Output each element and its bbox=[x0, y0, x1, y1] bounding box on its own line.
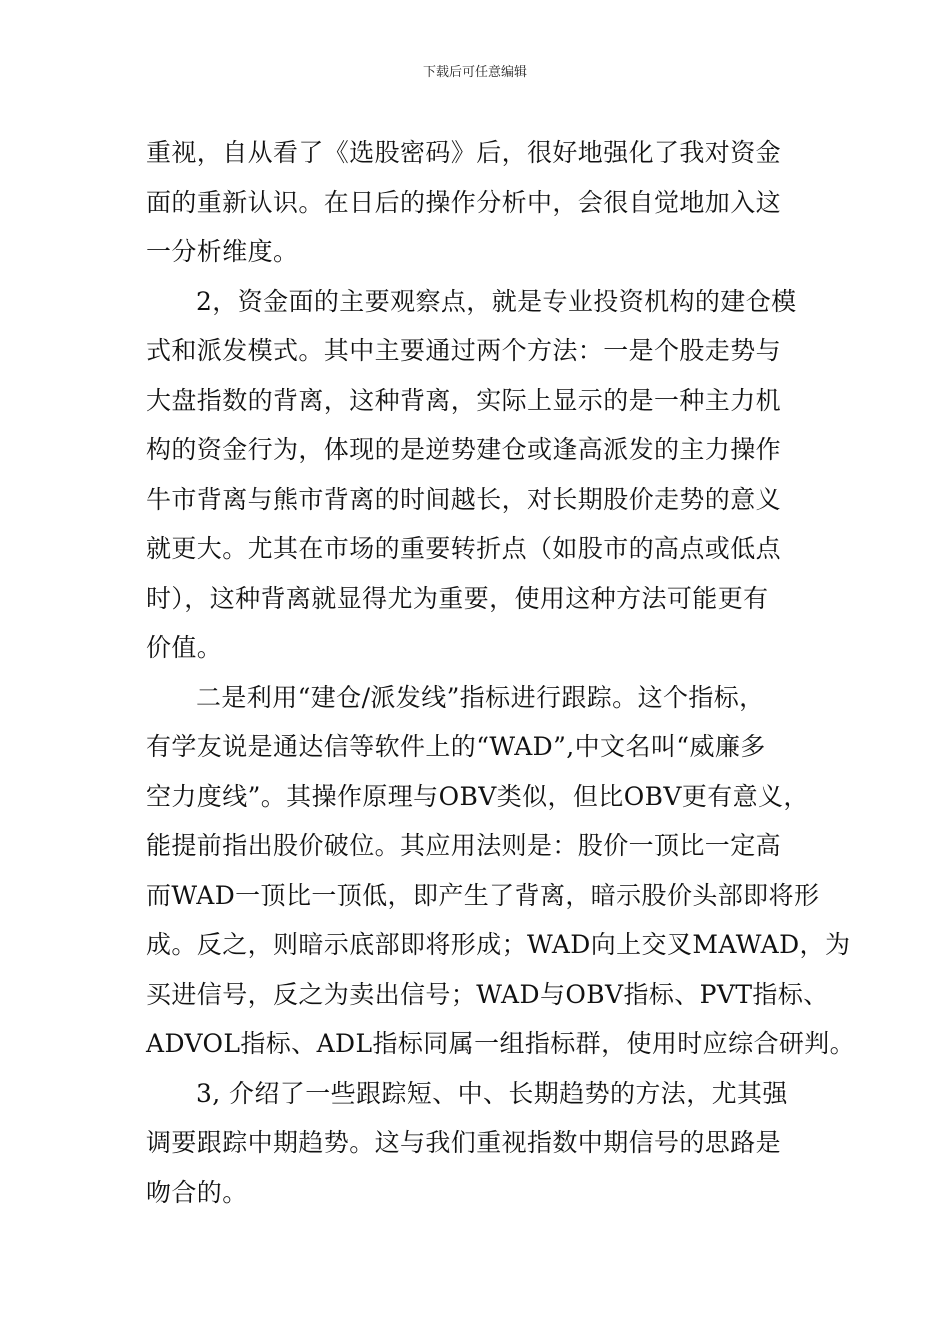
body-line: 吻合的。 bbox=[146, 1177, 248, 1207]
body-line: 价值。 bbox=[146, 633, 223, 662]
body-line: 式和派发模式。其中主要通过两个方法：一是个股走势与 bbox=[146, 336, 782, 365]
body-line: ADVOL指标、ADL指标同属一组指标群，使用时应综合研判。 bbox=[146, 1029, 856, 1058]
body-line: 空力度线”。其操作原理与OBV类似，但比OBV更有意义， bbox=[146, 781, 809, 811]
body-line: 构的资金行为，体现的是逆势建仓或逢高派发的主力操作 bbox=[146, 435, 782, 464]
body-line: 重视，自从看了《选股密码》后，很好地强化了我对资金 bbox=[146, 138, 782, 167]
body-line: 有学友说是通达信等软件上的“WAD”,中文名叫“威廉多 bbox=[146, 732, 766, 761]
document-body bbox=[146, 128, 856, 1217]
body-line: 面的重新认识。在日后的操作分析中，会很自觉地加入这 bbox=[146, 187, 782, 217]
body-line: 调要跟踪中期趋势。这与我们重视指数中期信号的思路是 bbox=[146, 1128, 782, 1157]
body-line: 3, 介绍了一些跟踪短、中、长期趋势的方法，尤其强 bbox=[196, 1078, 788, 1108]
body-line: 而WAD一顶比一顶低，即产生了背离，暗示股价头部即将形 bbox=[146, 880, 820, 910]
body-line: 2，资金面的主要观察点，就是专业投资机构的建仓模 bbox=[196, 286, 797, 316]
body-line: 时），这种背离就显得尤为重要，使用这种方法可能更有 bbox=[146, 583, 769, 613]
page-header-note: 下载后可任意编辑 bbox=[422, 65, 527, 80]
body-line: 大盘指数的背离，这种背离，实际上显示的是一种主力机 bbox=[146, 385, 782, 415]
body-line: 成。反之，则暗示底部即将形成；WAD向上交叉MAWAD，为 bbox=[146, 930, 851, 959]
body-line: 就更大。尤其在市场的重要转折点（如股市的高点或低点 bbox=[146, 534, 782, 563]
body-line: 买进信号，反之为卖出信号；WAD与OBV指标、PVT指标、 bbox=[146, 979, 829, 1009]
body-line: 能提前指出股价破位。其应用法则是：股价一顶比一定高 bbox=[146, 831, 782, 860]
body-line: 二是利用“建仓/派发线”指标进行跟踪。这个指标， bbox=[196, 682, 765, 712]
body-line: 一分析维度。 bbox=[146, 237, 299, 266]
body-line: 牛市背离与熊市背离的时间越长，对长期股价走势的意义 bbox=[146, 484, 782, 514]
